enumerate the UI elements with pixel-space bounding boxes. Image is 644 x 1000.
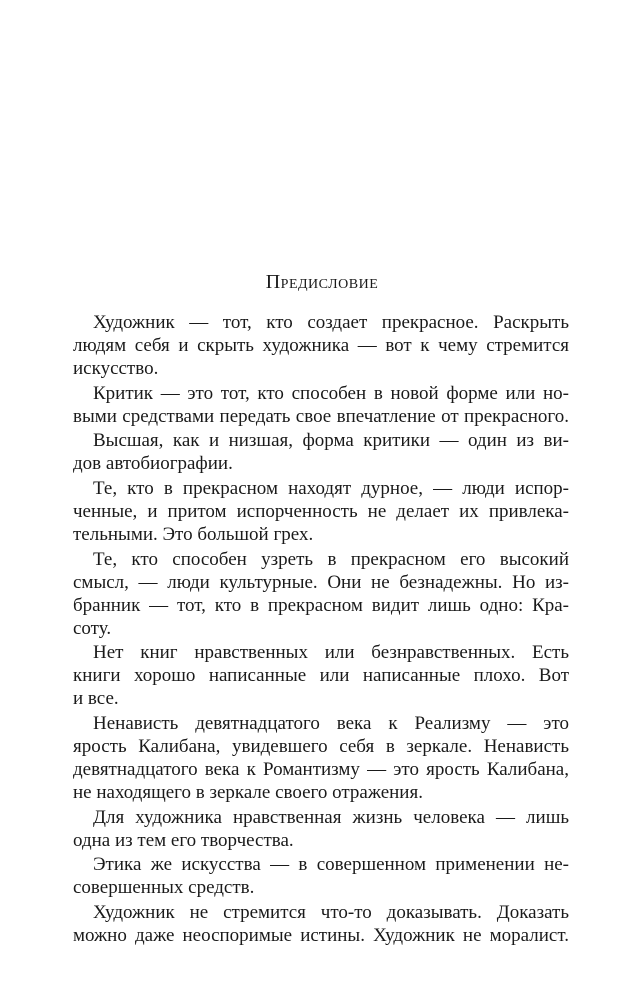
paragraph (73, 549, 569, 641)
text-line: Высшая, как и низшая, форма критики — один из ви- (93, 430, 569, 452)
paragraph (73, 854, 569, 900)
text-line: можно даже неоспоримые истины. Художник не моралист. (73, 925, 569, 947)
text-line: ченные, и притом испорченность не делает их привлека- (73, 501, 569, 523)
text-line: Ненависть девятнадцатого века к Реализму — это (93, 713, 569, 735)
text-line: Нет книг нравственных или безнравственных. Есть (93, 642, 569, 664)
text-line: совершенных средств. (73, 877, 255, 899)
text-line: людям себя и скрыть художника — вот к чему стремится (73, 334, 569, 356)
text-line: одна из тем его творчества. (73, 829, 294, 851)
text-line: Этика же искусства — в совершенном применении не- (93, 854, 569, 876)
paragraph (73, 902, 569, 948)
text-line: выми средствами передать свое впечатление от прекрасного. (73, 405, 569, 427)
paragraph (73, 713, 569, 805)
text-line: девятнадцатого века к Романтизму — это ярость Калибана, (73, 758, 569, 780)
text-line: соту. (73, 617, 112, 639)
text-line: и все. (73, 688, 119, 710)
text-line: книги хорошо написанные или написанные плохо. Вот (73, 665, 569, 687)
text-line: Те, кто в прекрасном находят дурное, — люди испор- (93, 478, 569, 500)
text-line: Художник — тот, кто создает прекрасное. Раскрыть (93, 312, 569, 333)
paragraph (73, 312, 569, 381)
text-line: Критик — это тот, кто способен в новой форме или но- (93, 382, 569, 404)
text-line: тельными. Это большой грех. (73, 524, 314, 546)
text-line: смысл, — люди культурные. Они не безнадежны. Но из- (73, 571, 569, 593)
body-text (73, 312, 569, 948)
text-line: бранник — тот, кто в прекрасном видит лишь одно: Кра- (73, 594, 569, 616)
paragraph (73, 383, 569, 429)
paragraph (73, 642, 569, 711)
paragraph (73, 478, 569, 547)
text-line: не находящего в зеркале своего отражения. (73, 781, 423, 803)
text-line: дов автобиографии. (73, 453, 233, 475)
chapter-title: Предисловие (265, 271, 379, 293)
text-line: Те, кто способен узреть в прекрасном его высокий (93, 548, 569, 570)
text-line: искусство. (73, 357, 159, 379)
paragraph (73, 807, 569, 853)
text-line: Для художника нравственная жизнь человека — лишь (93, 806, 569, 828)
text-line: ярость Калибана, увидевшего себя в зеркале. Ненависть (73, 736, 569, 758)
text-line: Художник не стремится что-то доказывать. Доказать (93, 902, 569, 924)
paragraph (73, 430, 569, 476)
